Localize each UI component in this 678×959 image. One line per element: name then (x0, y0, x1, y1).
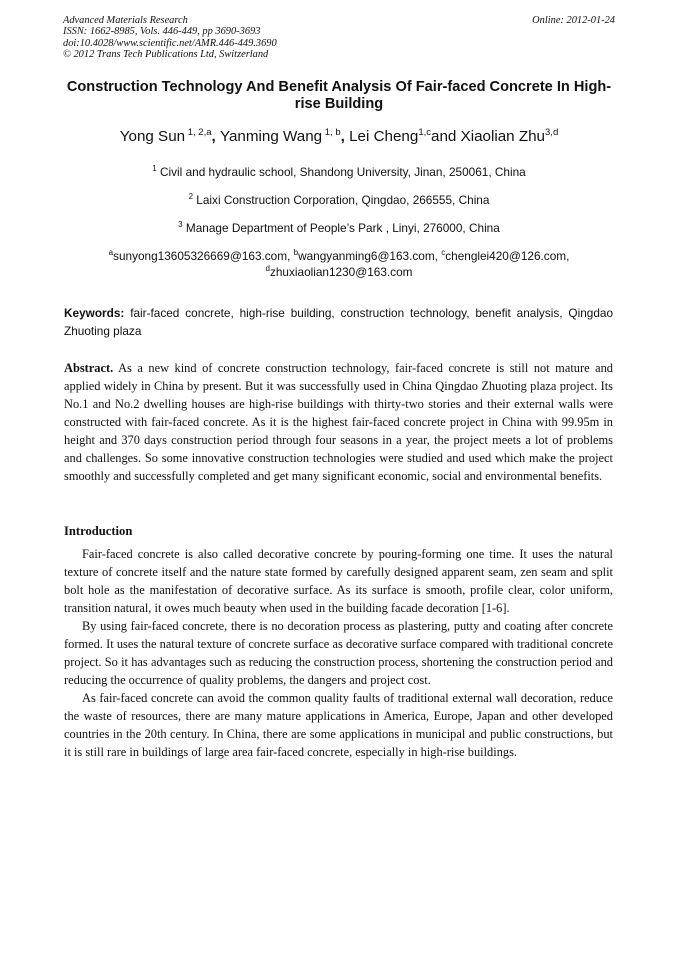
affiliation-text: Manage Department of People’s Park , Linyi, 276000, China (185, 221, 500, 235)
copyright-line: © 2012 Trans Tech Publications Ltd, Switzerland (63, 48, 269, 60)
author-name: Xiaolian Zhu (460, 128, 546, 145)
email-separator: , (287, 249, 294, 263)
journal-header (63, 15, 615, 60)
journal-name: Advanced Materials Research (63, 15, 188, 26)
keywords (64, 304, 613, 340)
author-superscript: 1,c (418, 127, 432, 138)
author-separator: and (431, 128, 461, 145)
author-list (40, 128, 638, 146)
email-address[interactable]: chenglei420@126.com (445, 249, 567, 263)
introduction-body (64, 545, 613, 761)
abstract (64, 359, 613, 485)
author-name: Lei Cheng (349, 128, 419, 145)
section-heading: Introduction (64, 524, 133, 538)
email-superscript: d (265, 264, 270, 273)
email-separator: , (566, 249, 570, 263)
issn-line: ISSN: 1662-8985, Vols. 446-449, pp 3690-3693 (63, 26, 261, 38)
email-superscript: b (293, 248, 299, 257)
paragraph: By using fair-faced concrete, there is no decoration process as plastering, putty and coating after concrete formed. It uses the natural texture of concrete surface as decorative surface compared with traditional concrete project. So it has advantages such as reducing the construction process, shortening the construction period and reducing the occurrence of quality problems, the dangers and project cost. (64, 619, 613, 687)
affiliation-number: 2 (188, 192, 194, 201)
paragraph: Fair-faced concrete is also called decorative concrete by pouring-forming one time. It uses the natural texture of concrete itself and the nature state formed by carefully designed apparent seam, zen seam and split bolt hole as the manifestation of decorative surface. As its surface is smooth, profile clear, color uniform, transition natural, it owes much beauty when used in the building facade decoration [1-6]. (64, 547, 613, 615)
abstract-text: As a new kind of concrete construction technology, fair-faced concrete is still not mature and applied widely in China by present. But it was successfully used in China Qingdao Zhuoting plaza project. Its No.1 and No.2 dwelling houses are high-rise buildings with thirty-two stories and their external walls were constructed with fair-faced concrete. As it is the highest fair-faced concrete project in China with 99.95m in height and 370 days construction period through four seasons in a year, the project meets a lot of problems and challenges. So some innovative construction technologies were studied and used which make the project smoothly and successfully completed and get many significant economic, social and environmental benefits. (64, 361, 613, 483)
online-date: Online: 2012-01-24 (532, 15, 615, 26)
affiliation-1 (40, 165, 638, 179)
author-separator: , (211, 128, 220, 145)
affiliation-number: 1 (152, 164, 157, 173)
paragraph: As fair-faced concrete can avoid the common quality faults of traditional external wall decoration, reduce the waste of resources, there are many mature applications in America, Europe, Japan and other developed countries in the 20th century. In China, there are some applications in municipal and public constructions, but it is still rare in buildings of large area fair-faced concrete, especially in high-rise buildings. (64, 691, 613, 759)
affiliation-2 (40, 193, 638, 207)
paper-title: Construction Technology And Benefit Analysis Of Fair-faced Concrete In High-rise Building (66, 79, 612, 112)
email-superscript: a (108, 248, 114, 257)
affiliation-text: Laixi Construction Corporation, Qingdao, 266555, China (196, 193, 490, 207)
abstract-label: Abstract. (64, 361, 114, 375)
author-superscript: 1, 2,a (185, 127, 212, 138)
author-separator: , (340, 128, 350, 145)
affiliation-text: Civil and hydraulic school, Shandong University, Jinan, 250061, China (160, 165, 526, 179)
author-superscript: 1, b (322, 127, 341, 138)
affiliation-3 (40, 221, 638, 235)
keywords-label: Keywords: (64, 306, 125, 320)
email-address[interactable]: zhuxiaolian1230@163.com (269, 265, 413, 279)
author-name: Yong Sun (119, 128, 186, 145)
email-separator: , (434, 249, 442, 263)
email-address[interactable]: wangyanming6@163.com (298, 249, 435, 263)
doi-line[interactable]: doi:10.4028/www.scientific.net/AMR.446-449.3690 (63, 37, 277, 49)
email-address[interactable]: sunyong13605326669@163.com (113, 249, 288, 263)
email-list (40, 248, 638, 280)
keywords-text: fair-faced concrete, high-rise building, construction technology, benefit analysis, Qingdao Zhuoting plaza (64, 306, 613, 338)
author-name: Yanming Wang (219, 128, 323, 145)
email-superscript: c (441, 248, 446, 257)
affiliation-number: 3 (178, 220, 183, 229)
author-superscript: 3,d (545, 127, 559, 138)
